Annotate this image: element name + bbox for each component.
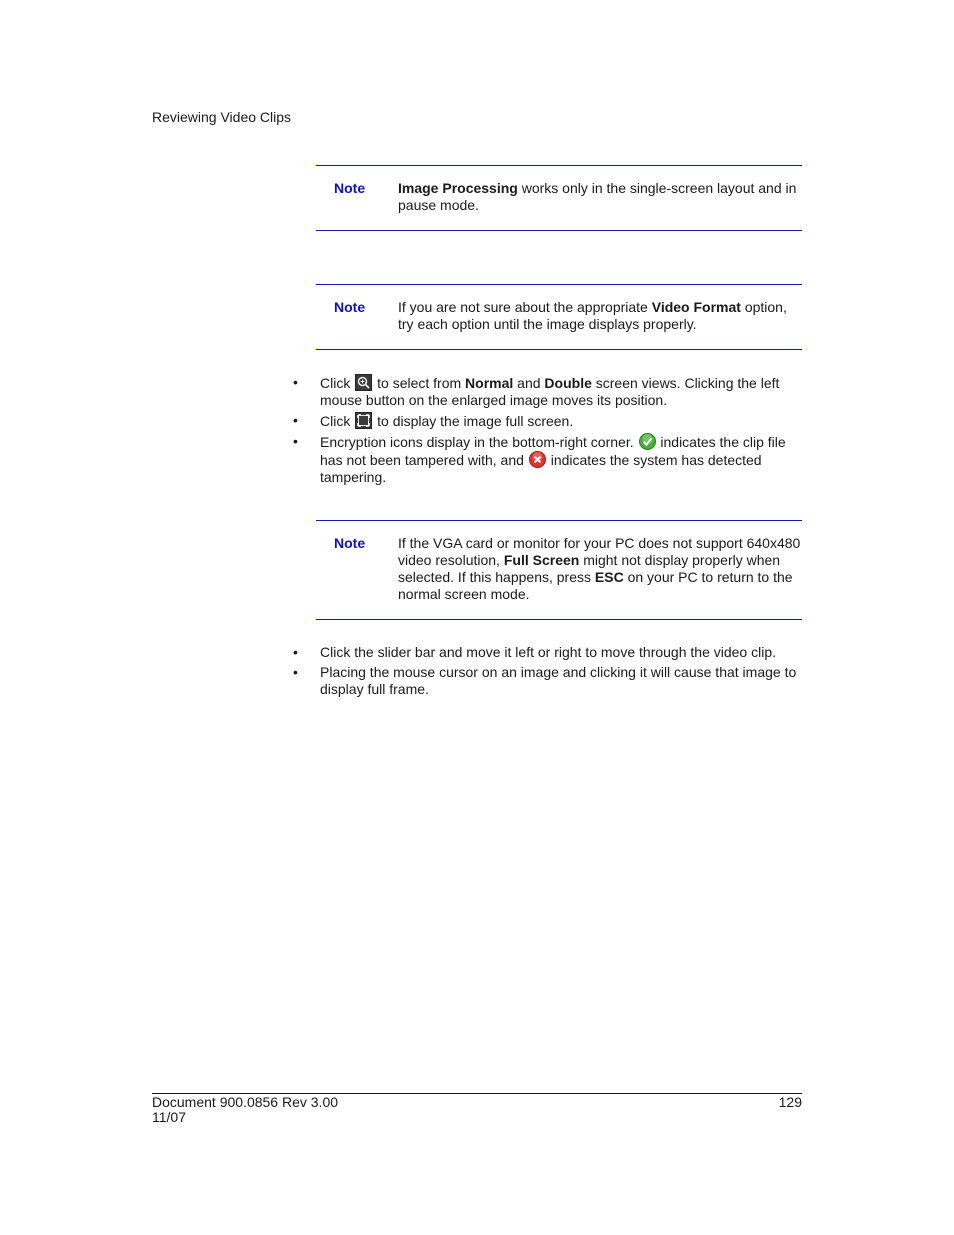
text-span: Click the slider bar and move it left or right to move through the video clip. bbox=[320, 644, 776, 660]
note-label: Note bbox=[334, 180, 366, 196]
note-box-image-processing bbox=[316, 165, 802, 231]
list-item bbox=[292, 644, 802, 661]
list-item bbox=[292, 412, 802, 430]
bold-text: Double bbox=[544, 375, 592, 391]
check-icon bbox=[639, 433, 656, 450]
note-bold: Image Processing bbox=[398, 180, 518, 196]
bullet-marker: • bbox=[293, 433, 298, 449]
x-icon bbox=[529, 451, 546, 468]
note-bold: ESC bbox=[594, 569, 624, 585]
list-item bbox=[292, 664, 802, 698]
note-text bbox=[398, 535, 802, 603]
text-span: indicates the system has detected tampering. bbox=[320, 452, 762, 485]
running-header: Reviewing Video Clips bbox=[152, 109, 292, 125]
footer-doc-date: 11/07 bbox=[152, 1109, 186, 1125]
footer-doc-number: Document 900.0856 Rev 3.00 bbox=[152, 1094, 339, 1110]
note-text-span: on your PC to return to the normal screen mode. bbox=[398, 569, 793, 602]
note-text bbox=[398, 299, 802, 333]
bullet-marker: • bbox=[293, 412, 298, 428]
note-text-span: works only in the single-screen layout and in pause mode. bbox=[398, 180, 797, 213]
note-text-span: option, try each option until the image displays properly. bbox=[398, 299, 787, 332]
note-box-vga-card bbox=[316, 520, 802, 620]
text-span: screen views. Clicking the left mouse button on the enlarged image moves its position. bbox=[320, 375, 780, 408]
text-span: Click bbox=[320, 413, 355, 429]
text-span: Click bbox=[320, 375, 355, 391]
text-span: Encryption icons display in the bottom-right corner. bbox=[320, 434, 638, 450]
note-text-span: If you are not sure about the appropriate bbox=[398, 299, 652, 315]
zoom-icon bbox=[355, 374, 372, 391]
footer-document-info bbox=[152, 1095, 338, 1125]
note-text bbox=[398, 180, 802, 214]
note-text-span: might not display properly when selected. If this happens, press bbox=[398, 552, 781, 585]
text-span: Placing the mouse cursor on an image and clicking it will cause that image to display full frame. bbox=[320, 664, 797, 697]
list-item bbox=[292, 374, 802, 409]
bullet-marker: • bbox=[293, 644, 298, 660]
text-span: indicates the clip file has not been tampered with, and bbox=[320, 434, 786, 468]
note-label: Note bbox=[334, 299, 366, 315]
fullscreen-icon bbox=[355, 412, 372, 429]
bullet-list-navigation bbox=[292, 644, 802, 701]
bullet-marker: • bbox=[293, 374, 298, 390]
text-span: to select from bbox=[373, 375, 466, 391]
note-box-video-format bbox=[316, 284, 802, 350]
bullet-list-view-options bbox=[292, 374, 802, 489]
list-item bbox=[292, 433, 802, 486]
note-label: Note bbox=[334, 535, 366, 551]
bold-text: Normal bbox=[465, 375, 514, 391]
note-text-span: If the VGA card or monitor for your PC does not support 640x480 video resolution, bbox=[398, 535, 801, 568]
text-span: and bbox=[513, 375, 545, 391]
note-bold: Video Format bbox=[651, 299, 741, 315]
text-span: to display the image full screen. bbox=[373, 413, 574, 429]
page-number: 129 bbox=[778, 1094, 802, 1110]
bullet-marker: • bbox=[293, 664, 298, 680]
note-bold: Full Screen bbox=[503, 552, 580, 568]
